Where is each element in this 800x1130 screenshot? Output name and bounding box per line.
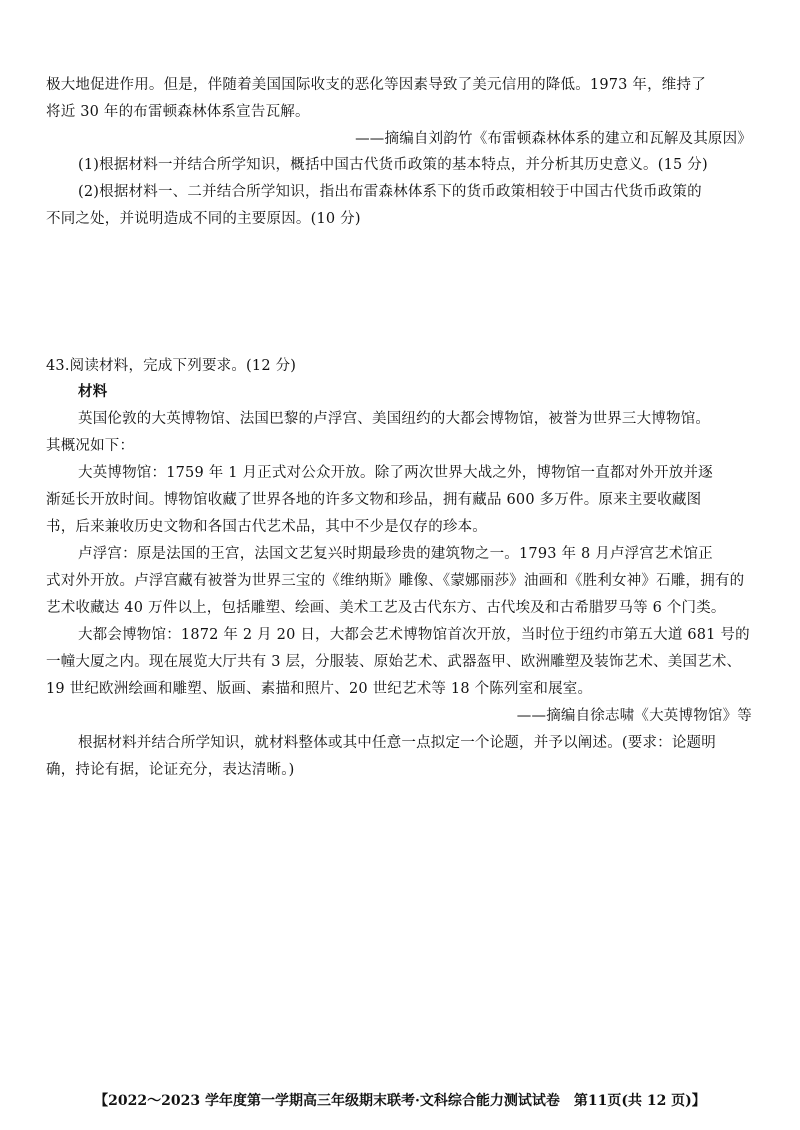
page-footer: 【2022～2023 学年度第一学期高三年级期末联考·文科综合能力测试试卷 第11页(共 12 页)】 [94, 1093, 706, 1109]
continued-text-line: 将近 30 年的布雷顿森林体系宣告瓦解。 [46, 104, 310, 120]
requirement-line: 确，持论有据，论证充分，表达清晰。) [46, 762, 295, 778]
continued-text-line: 极大地促进作用。但是，伴随着美国国际收支的恶化等因素导致了美元信用的降低。1973 年，维持了 [46, 77, 706, 93]
material-source: ——摘编自徐志啸《大英博物馆》等 [516, 708, 752, 724]
material-source: ——摘编自刘韵竹《布雷顿森林体系的建立和瓦解及其原因》 [355, 131, 752, 147]
requirement-line: 根据材料并结合所学知识，就材料整体或其中任意一点拟定一个论题，并予以阐述。(要求：论题明 [78, 735, 716, 751]
louvre-line: 式对外开放。卢浮宫藏有被誉为世界三宝的《维纳斯》雕像、《蒙娜丽莎》油画和《胜利女神》石雕，拥有的 [46, 573, 745, 589]
louvre-line: 艺术收藏达 40 万件以上，包括雕塑、绘画、美术工艺及古代东方、古代埃及和古希腊罗马等 6 个门类。 [46, 600, 726, 616]
british-museum-line: 书，后来兼收历史文物和各国古代艺术品，其中不少是仅存的珍本。 [46, 519, 487, 535]
louvre-line: 卢浮宫：原是法国的王宫，法国文艺复兴时期最珍贵的建筑物之一。1793 年 8 月卢浮宫艺术馆正 [78, 546, 713, 562]
question-43-title: 43.阅读材料，完成下列要求。(12 分) [46, 358, 297, 374]
material-intro-line: 其概况如下： [46, 438, 135, 454]
british-museum-line: 大英博物馆：1759 年 1 月正式对公众开放。除了两次世界大战之外，博物馆一直都对外开放并逐 [78, 465, 713, 481]
met-museum-line: 大都会博物馆：1872 年 2 月 20 日，大都会艺术博物馆首次开放，当时位于纽约市第五大道 681 号的 [78, 627, 750, 643]
question-42-2-line: (2)根据材料一、二并结合所学知识，指出布雷森林体系下的货币政策相较于中国古代货币政策的 [78, 184, 702, 200]
material-label: 材料 [78, 383, 108, 400]
british-museum-line: 渐延长开放时间。博物馆收藏了世界各地的许多文物和珍品，拥有藏品 600 多万件。原来主要收藏图 [46, 492, 702, 508]
question-42-2-line: 不同之处，并说明造成不同的主要原因。(10 分) [46, 211, 361, 227]
question-42-1: (1)根据材料一并结合所学知识，概括中国古代货币政策的基本特点，并分析其历史意义。(15 分) [78, 157, 708, 173]
met-museum-line: 19 世纪欧洲绘画和雕塑、版画、素描和照片、20 世纪艺术等 18 个陈列室和展室。 [46, 681, 593, 697]
material-intro-line: 英国伦敦的大英博物馆、法国巴黎的卢浮宫、美国纽约的大都会博物馆，被誉为世界三大博物馆。 [78, 411, 711, 427]
met-museum-line: 一幢大厦之内。现在展览大厅共有 3 层，分服装、原始艺术、武器盔甲、欧洲雕塑及装饰艺术、美国艺术、 [46, 654, 742, 670]
